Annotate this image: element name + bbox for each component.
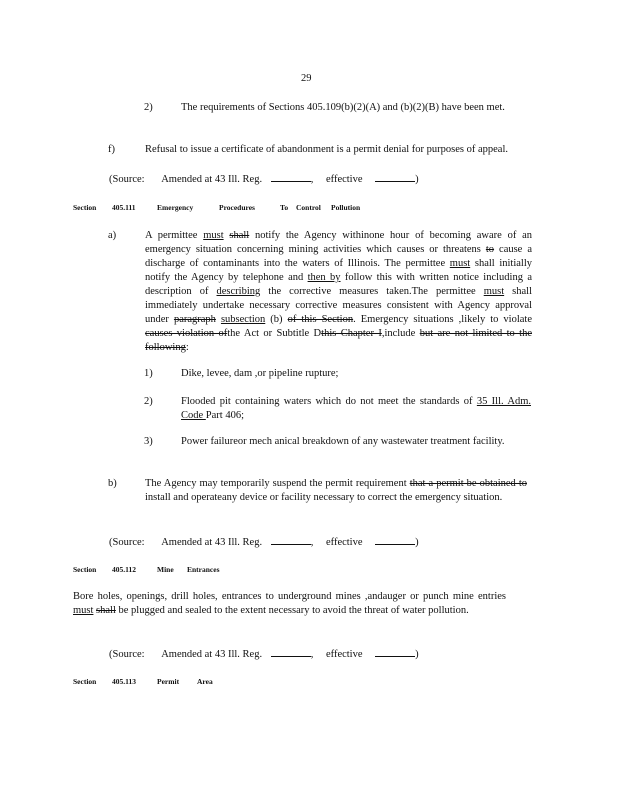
section-label: Section	[73, 677, 97, 686]
section-label: Section	[73, 203, 97, 212]
effective-blank	[375, 171, 415, 182]
sub-1-text: Dike, levee, dam ,or pipeline rupture;	[181, 368, 339, 379]
page-number: 29	[301, 73, 312, 84]
source-label: (Source:	[109, 649, 145, 660]
effective-blank	[375, 646, 415, 657]
item-b-number: b)	[108, 478, 117, 489]
section-title-word: Permit	[157, 677, 180, 686]
source-line	[109, 646, 419, 662]
source-close: )	[415, 649, 419, 660]
source-label: (Source:	[109, 537, 145, 548]
item-2-number: 2)	[144, 102, 153, 113]
source-line	[109, 534, 419, 550]
source-effective: effective	[325, 537, 363, 548]
source-amended: Amended at 43 Ill. Reg.	[161, 649, 263, 660]
section-title-word: Area	[197, 677, 213, 686]
source-amended: Amended at 43 Ill. Reg.	[161, 174, 263, 185]
source-comma: ,	[310, 174, 314, 185]
section-112-text: Bore holes, openings, drill holes, entrances to underground mines ,andauger or punch mine entries must shall be plugged and sealed to the extent necessary to avoid the threat of water pollution.	[73, 591, 506, 616]
item-b-text: The Agency may temporarily suspend the permit requirement that a permit be obtained to install and operateany device or facility necessary to correct the emergency situation.	[145, 478, 527, 503]
source-comma: ,	[310, 537, 314, 548]
sub-3-text: Power failureor mech anical breakdown of any wastewater treatment facility.	[181, 436, 505, 447]
effective-blank	[375, 534, 415, 545]
source-label: (Source:	[109, 174, 145, 185]
source-line	[109, 171, 419, 187]
item-a-text: A permittee must shall notify the Agency withinone hour of becoming aware of an emergency situation concerning mining activities which causes or threatens to cause a discharge of contaminants into the waters of Illinois. The permittee must shall initially notify the Agency by telephone and then by follow this with written notice including a description of describing the corrective measures taken.The permittee must shall immediately undertake necessary corrective measures consistent with Agency approval under paragraph subsection (b) of this Section. Emergency situations ,likely to violate causes violation ofthe Act or Subtitle Dthis Chapter I,include but are not limited to the following:	[145, 230, 533, 353]
section-title-word: Emergency	[157, 203, 194, 212]
reg-blank	[271, 534, 311, 545]
source-close: )	[415, 174, 419, 185]
section-title-word: Mine	[157, 565, 174, 574]
section-number: 405.112	[112, 565, 136, 574]
item-a-number: a)	[108, 230, 117, 241]
section-title-word: Entrances	[187, 565, 220, 574]
section-label: Section	[73, 565, 97, 574]
section-title-word: Pollution	[331, 203, 361, 212]
sub-2-text: Flooded pit containing waters which do not meet the standards of 35 Ill. Adm. Code Part 406;	[181, 396, 531, 421]
section-title-word: To	[280, 203, 289, 212]
section-number: 405.111	[112, 203, 136, 212]
section-number: 405.113	[112, 677, 136, 686]
source-effective: effective	[325, 649, 363, 660]
item-f-text: Refusal to issue a certificate of abandonment is a permit denial for purposes of appeal.	[145, 144, 508, 155]
section-title-word: Control	[296, 203, 321, 212]
reg-blank	[271, 171, 311, 182]
reg-blank	[271, 646, 311, 657]
sub-3-number: 3)	[144, 436, 153, 447]
sub-2-number: 2)	[144, 396, 153, 407]
source-close: )	[415, 537, 419, 548]
source-amended: Amended at 43 Ill. Reg.	[161, 537, 263, 548]
section-title-word: Procedures	[219, 203, 255, 212]
source-comma: ,	[310, 649, 314, 660]
source-effective: effective	[325, 174, 363, 185]
sub-1-number: 1)	[144, 368, 153, 379]
item-2-text: The requirements of Sections 405.109(b)(2)(A) and (b)(2)(B) have been met.	[181, 102, 505, 113]
item-f-number: f)	[108, 144, 115, 155]
